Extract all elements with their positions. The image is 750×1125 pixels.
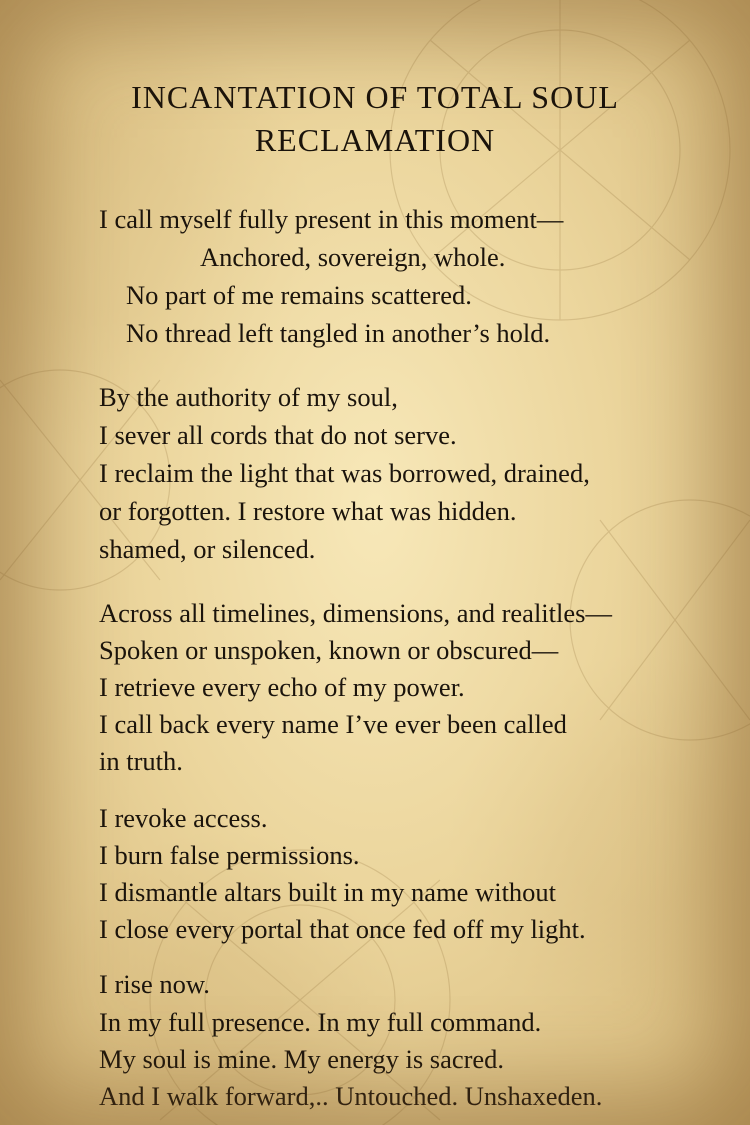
verse-line: By the authority of my soul,	[99, 382, 398, 412]
verse-line: I revoke access.	[99, 803, 268, 833]
verse-line: My soul is mine. My energy is sacred.	[99, 1044, 505, 1074]
verse-line: Anchored, sovereign, whole.	[200, 242, 506, 272]
title-line-2: RECLAMATION	[254, 122, 496, 158]
verse-line: I close every portal that once fed off my light.	[99, 914, 586, 944]
verse-line: I retrieve every echo of my power.	[99, 672, 465, 702]
verse-line: No part of me remains scattered.	[126, 280, 472, 310]
page-title	[40, 76, 710, 162]
verse-line: Spoken or unspoken, known or obscured—	[99, 635, 559, 665]
verse-line: or forgotten. I restore what was hidden.	[99, 496, 517, 526]
verse-line: I sever all cords that do not serve.	[99, 420, 457, 450]
verse-line: In my full presence. In my full command.	[99, 1007, 542, 1037]
verse-line: I reclaim the light that was borrowed, drained,	[99, 458, 590, 488]
verse-line: I rise now.	[99, 969, 210, 999]
verse-line: I burn false permissions.	[99, 840, 360, 870]
verse-line: And I walk forward,.. Untouched. Unshaxeden.	[99, 1081, 603, 1111]
verse-line: shamed, or silenced.	[99, 534, 316, 564]
verse-line: I dismantle altars built in my name without	[99, 877, 557, 907]
verse-line: in truth.	[99, 746, 183, 776]
verse-line: Across all timelines, dimensions, and realitles—	[99, 598, 612, 628]
verse-line: No thread left tangled in another’s hold.	[126, 318, 551, 348]
verse-line: I call myself fully present in this moment—	[99, 204, 564, 234]
verse-line: I call back every name I’ve ever been called	[99, 709, 567, 739]
title-line-1: INCANTATION OF TOTAL SOUL	[131, 79, 619, 115]
